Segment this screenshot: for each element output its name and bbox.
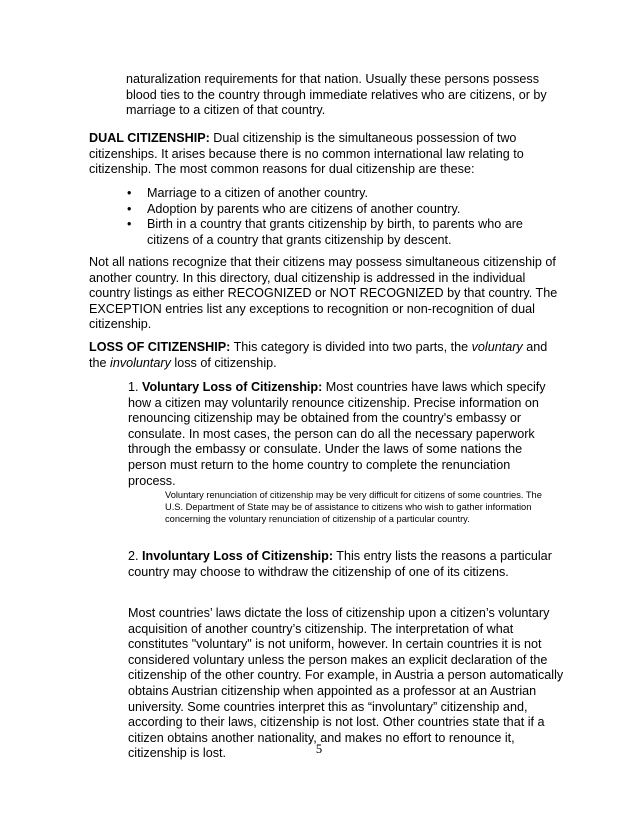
loss-text-before: This category is divided into two parts, the bbox=[230, 340, 472, 354]
loss-of-citizenship-heading: LOSS OF CITIZENSHIP: bbox=[89, 340, 231, 354]
dual-citizenship-text: Dual citizenship is the simultaneous possession of two citizenships. It arises because there is no common international law relating to citizenship. The most common reasons for dual citizenship are these: bbox=[89, 131, 524, 177]
involuntary-word: involuntary bbox=[110, 355, 171, 370]
voluntary-loss-text: Most countries have laws which specify how a citizen may voluntarily renounce citizenship. Precise information on renouncing citizenship may be obtained from the country's embassy or consulate. In most cases, the person can do all the necessary paperwork through the embassy or consulate. Under the laws of some nations the person must return to the home country to complete the renunciation process. bbox=[128, 380, 546, 488]
dual-citizenship-reasons-list bbox=[127, 186, 567, 248]
involuntary-number: 2. bbox=[128, 549, 143, 563]
involuntary-loss-heading: Involuntary Loss of Citizenship: bbox=[142, 549, 334, 563]
dual-citizenship-heading: DUAL CITIZENSHIP: bbox=[89, 131, 210, 145]
voluntary-loss-paragraph bbox=[128, 380, 558, 489]
countries-laws-paragraph: Most countries’ laws dictate the loss of citizenship upon a citizen’s voluntary acquisition of another country’s citizenship. The interpretation of what constitutes "voluntary" is not uniform, however. In certain countries it is not considered voluntary unless the person makes an explicit declaration of the citizenship of the other country. For example, in Austria a person automatically obtains Austrian citizenship when appointed as a professor at an Austrian university. Some countries interpret this as “involuntary” citizenship and, according to their laws, citizenship is not lost. Other countries state that if a citizen obtains another nationality, and makes no effort to renounce it, citizenship is lost. bbox=[128, 606, 564, 761]
intro-paragraph: naturalization requirements for that nation. Usually these persons possess blood ties to the country through immediate relatives who are citizens, or by marriage to a citizen of that country. bbox=[126, 72, 547, 118]
page-number: 5 bbox=[315, 742, 323, 756]
recognition-paragraph: Not all nations recognize that their citizens may possess simultaneous citizenship of another country. In this directory, dual citizenship is addressed in the individual country listings as either RECOGNIZED or NOT RECOGNIZED by that country. The EXCEPTION entries list any exceptions to recognition or non-recognition of dual citizenship. bbox=[89, 255, 558, 332]
voluntary-word: voluntary bbox=[471, 340, 523, 354]
loss-of-citizenship-paragraph bbox=[89, 340, 559, 371]
list-item: • Birth in a country that grants citizenship by birth, to parents who are citizens of a country that grants citizenship by descent. bbox=[127, 217, 567, 248]
list-item: • Marriage to a citizen of another country. bbox=[127, 186, 567, 202]
involuntary-loss-text: This entry lists the reasons a particular country may choose to withdraw the citizenship of one of its citizens. bbox=[128, 549, 552, 579]
voluntary-loss-heading: Voluntary Loss of Citizenship: bbox=[142, 380, 323, 394]
dual-citizenship-paragraph bbox=[89, 131, 559, 178]
involuntary-loss-paragraph bbox=[128, 549, 558, 580]
loss-text-after: loss of citizenship. bbox=[170, 355, 277, 370]
voluntary-renunciation-note: Voluntary renunciation of citizenship may be very difficult for citizens of some countries. The U.S. Department of State may be of assistance to citizens who wish to gather information concerning the voluntary renunciation of citizenship of a particular country. bbox=[165, 490, 542, 524]
list-item: • Adoption by parents who are citizens of another country. bbox=[127, 202, 567, 218]
voluntary-number: 1. bbox=[128, 380, 143, 394]
loss-text-middle: and the bbox=[89, 340, 548, 370]
